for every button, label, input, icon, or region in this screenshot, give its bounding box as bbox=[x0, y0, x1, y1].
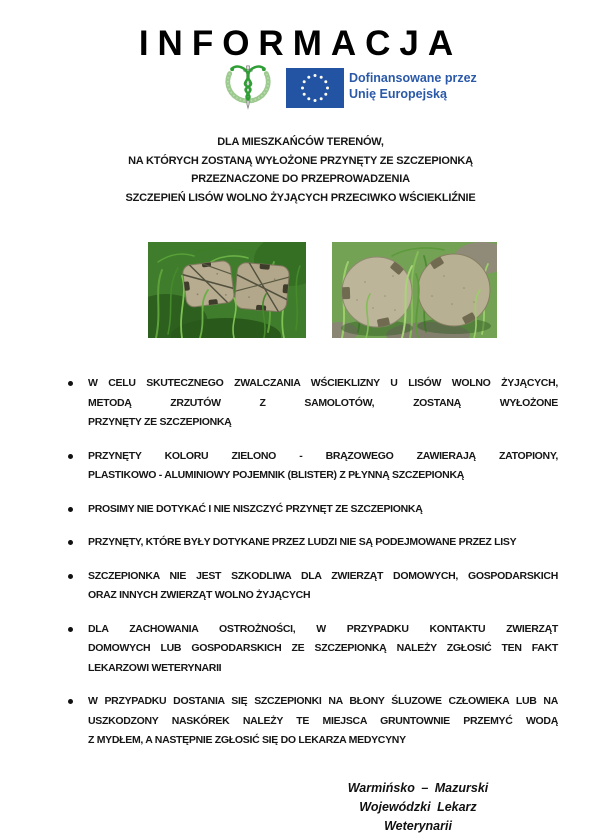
bullet-line: W CELU SKUTECZNEGO ZWALCZANIA WŚCIEKLIZNY U LISÓW WOLNO ŻYJĄCYCH, bbox=[88, 377, 558, 389]
bullet-line: METODĄ ZRZUTÓW Z SAMOLOTÓW, ZOSTANĄ WYŁOŻONE bbox=[88, 396, 558, 409]
bullet-item bbox=[65, 447, 558, 486]
bullet-dot-icon bbox=[68, 574, 73, 579]
header-line: PRZEZNACZONE DO PRZEPROWADZENIA bbox=[191, 173, 410, 185]
bullet-list bbox=[65, 374, 558, 765]
bullet-line: LEKARZOWI WETERYNARII bbox=[88, 661, 222, 674]
document-title: INFORMACJA bbox=[138, 24, 463, 63]
bait-photo-left bbox=[148, 242, 306, 338]
bullet-line: USZKODZONY NASKÓREK NALEŻY TE MIEJSCA GRUNTOWNIE PRZEMYĆ WODĄ bbox=[88, 714, 558, 727]
bullet-item bbox=[65, 533, 558, 553]
header-line: NA KTÓRYCH ZOSTANĄ WYŁOŻONE PRZYNĘTY ZE SZCZEPIONKĄ bbox=[128, 154, 473, 167]
footer-signature bbox=[330, 779, 506, 835]
veterinary-caduceus-icon bbox=[219, 62, 277, 112]
bullet-dot-icon bbox=[68, 381, 73, 386]
footer-signature-line2: Wojewódzki Lekarz Weterynarii bbox=[359, 800, 477, 833]
bullet-line: PRZYNĘTY KOLORU ZIELONO - BRĄZOWEGO ZAWIERAJĄ ZATOPIONY, bbox=[88, 449, 558, 462]
bullet-line: PLASTIKOWO - ALUMINIOWY POJEMNIK (BLISTER) Z PŁYNNĄ SZCZEPIONKĄ bbox=[88, 469, 465, 481]
bullet-line: W PRZYPADKU DOSTANIA SIĘ SZCZEPIONKI NA BŁONY ŚLUZOWE CZŁOWIEKA LUB NA bbox=[88, 695, 558, 707]
bullet-line: PROSIMY NIE DOTYKAĆ I NIE NISZCZYĆ PRZYNĘT ZE SZCZEPIONKĄ bbox=[88, 502, 423, 515]
bullet-line: DLA ZACHOWANIA OSTROŻNOŚCI, W PRZYPADKU KONTAKTU ZWIERZĄT bbox=[88, 622, 558, 635]
eu-funding-label-line2: Unię Europejską bbox=[349, 86, 447, 101]
bullet-line: DOMOWYCH LUB GOSPODARSKICH ZE SZCZEPIONKĄ NALEŻY ZGŁOSIĆ TEN FAKT bbox=[88, 642, 558, 654]
header-notice bbox=[0, 133, 601, 207]
bait-photo-right bbox=[332, 242, 497, 338]
header-line: DLA MIESZKAŃCÓW TERENÓW, bbox=[217, 136, 384, 148]
bullet-line: ORAZ INNYCH ZWIERZĄT WOLNO ŻYJĄCYCH bbox=[88, 589, 311, 601]
bullet-dot-icon bbox=[68, 540, 73, 545]
eu-funding-label-line1: Dofinansowane przez bbox=[349, 71, 477, 85]
bullet-dot-icon bbox=[68, 699, 73, 704]
bullet-dot-icon bbox=[68, 454, 73, 459]
bullet-item bbox=[65, 620, 558, 679]
eu-funding-label bbox=[349, 71, 509, 102]
eu-flag-icon bbox=[286, 68, 344, 108]
bullet-item bbox=[65, 567, 558, 606]
photo-row bbox=[148, 242, 497, 338]
header-line: SZCZEPIEŃ LISÓW WOLNO ŻYJĄCYCH PRZECIWKO WŚCIEKLIŹNIE bbox=[125, 191, 476, 204]
bullet-line: SZCZEPIONKA NIE JEST SZKODLIWA DLA ZWIERZĄT DOMOWYCH, GOSPODARSKICH bbox=[88, 569, 558, 582]
bullet-line: PRZYNĘTY, KTÓRE BYŁY DOTYKANE PRZEZ LUDZI NIE SĄ PODEJMOWANE PRZEZ LISY bbox=[88, 536, 517, 548]
bullet-dot-icon bbox=[68, 507, 73, 512]
bullet-dot-icon bbox=[68, 627, 73, 632]
bullet-item bbox=[65, 374, 558, 433]
bullet-line: PRZYNĘTY ZE SZCZEPIONKĄ bbox=[88, 416, 232, 428]
bullet-item bbox=[65, 500, 558, 520]
bullet-line: Z MYDŁEM, A NASTĘPNIE ZGŁOSIĆ SIĘ DO LEKARZA MEDYCYNY bbox=[88, 734, 406, 746]
bullet-item bbox=[65, 692, 558, 751]
footer-signature-line1: Warmińsko – Mazurski bbox=[347, 781, 489, 795]
